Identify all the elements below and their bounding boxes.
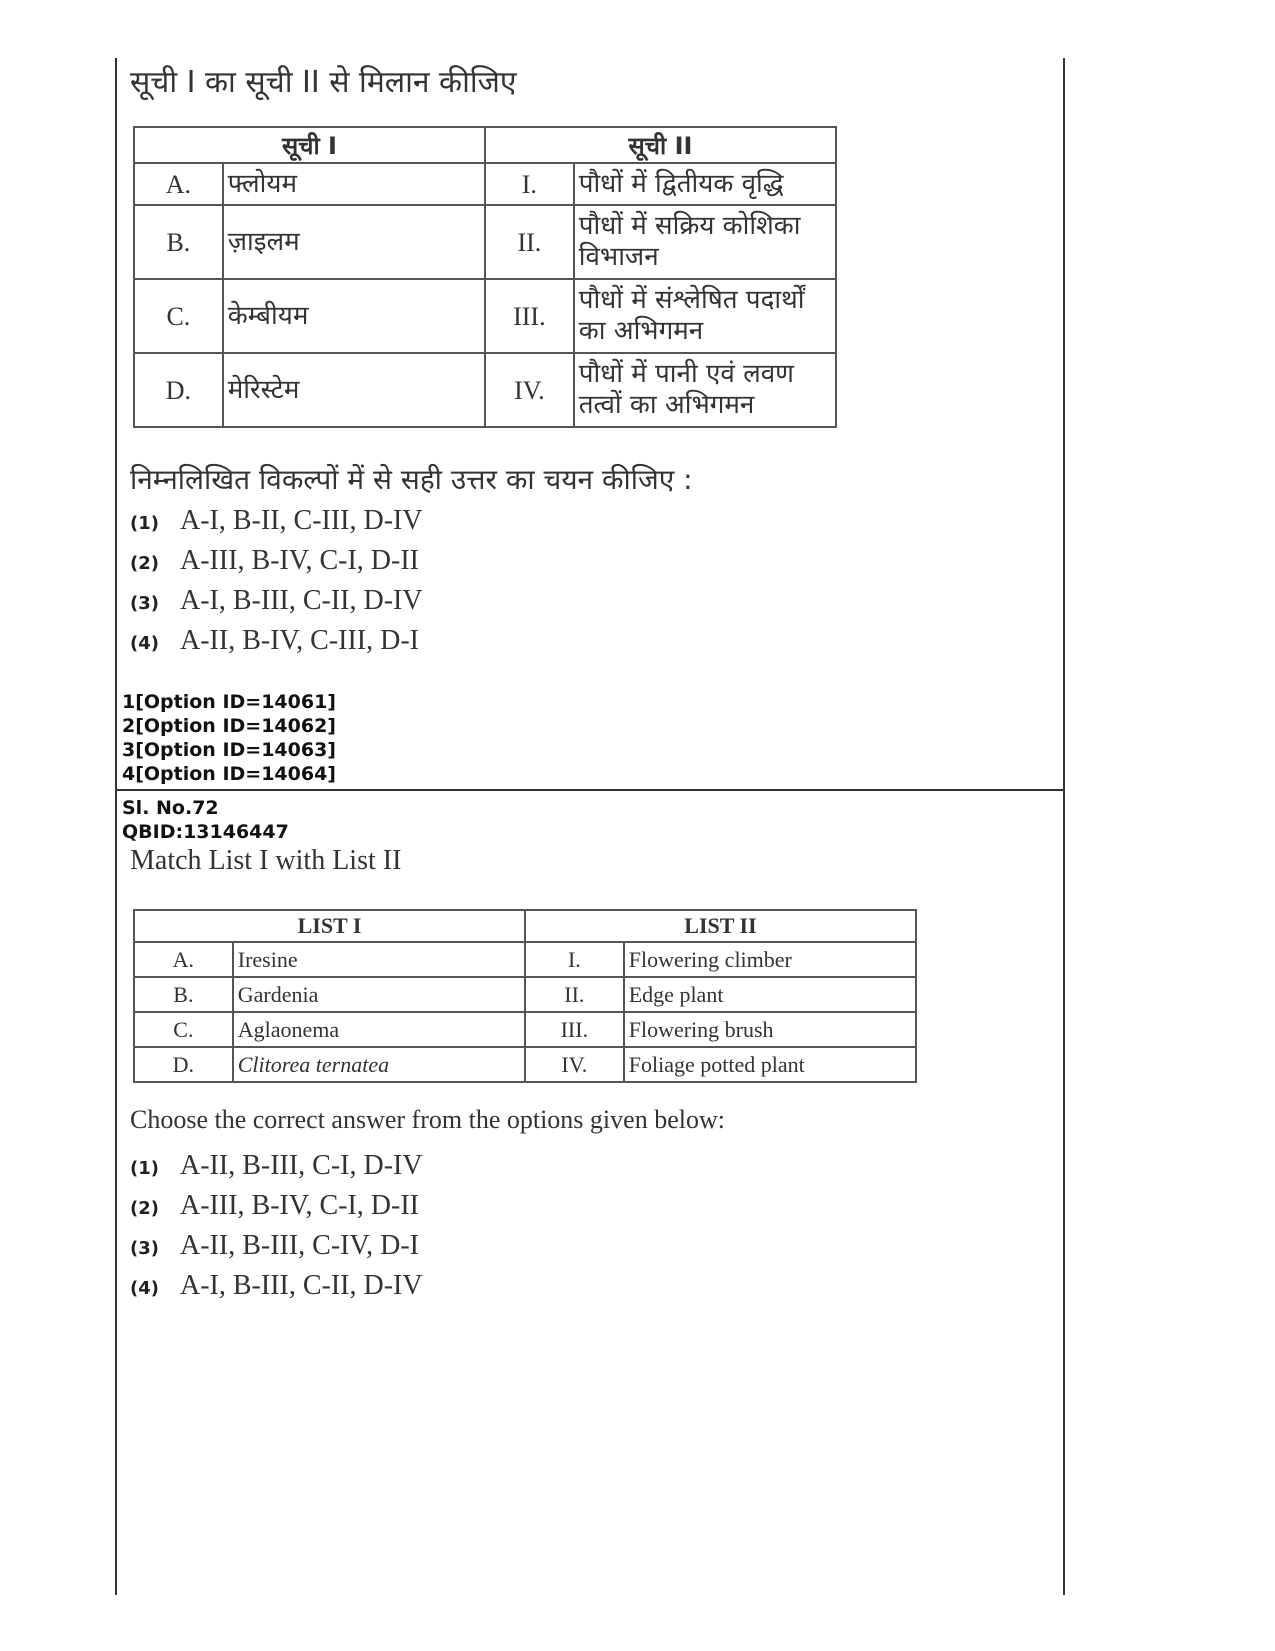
list2-item: पौधों में संश्लेषित पदार्थों का अभिगमन (574, 279, 836, 353)
list1-item: Clitorea ternatea (233, 1047, 525, 1082)
list2-item: Flowering climber (624, 942, 916, 977)
left-border (115, 58, 117, 1595)
row-letter: C. (134, 279, 223, 353)
right-border (1063, 58, 1065, 1595)
list2-item: पौधों में द्वितीयक वृद्धि (574, 163, 836, 205)
option-text: A-I, B-III, C-II, D-IV (180, 585, 423, 616)
option-1 (130, 1150, 423, 1182)
option-number: (3) (130, 1238, 159, 1259)
option-1 (130, 505, 423, 537)
row-numeral: I. (485, 163, 574, 205)
hindi-instruction: निम्नलिखित विकल्पों में से सही उत्तर का चयन कीजिए : (130, 463, 693, 496)
question-meta (122, 796, 289, 844)
option-text: A-II, B-III, C-IV, D-I (180, 1230, 419, 1261)
option-number: (4) (130, 633, 159, 654)
option-text: A-II, B-IV, C-III, D-I (180, 625, 419, 656)
hindi-question-heading: सूची I का सूची II से मिलान कीजिए (130, 65, 517, 100)
option-id: 3[Option ID=14063] (122, 739, 336, 761)
table-row (134, 279, 836, 353)
row-numeral: IV. (525, 1047, 624, 1082)
option-id-list (122, 690, 336, 786)
table-row (134, 1047, 916, 1082)
list2-header: LIST II (525, 910, 916, 942)
table-row (134, 205, 836, 279)
row-numeral: II. (525, 977, 624, 1012)
question-bank-id: QBID:13146447 (122, 821, 289, 843)
option-text: A-III, B-IV, C-I, D-II (180, 1190, 419, 1221)
list2-item: Flowering brush (624, 1012, 916, 1047)
option-number: (1) (130, 1158, 159, 1179)
option-2 (130, 545, 419, 577)
english-instruction: Choose the correct answer from the options given below: (130, 1105, 725, 1134)
english-question-heading: Match List I with List II (130, 845, 402, 876)
list1-header: सूची I (134, 127, 485, 163)
serial-number: Sl. No.72 (122, 797, 219, 819)
option-4 (130, 1270, 423, 1302)
option-3 (130, 585, 423, 617)
list2-item: पौधों में सक्रिय कोशिका विभाजन (574, 205, 836, 279)
row-letter: A. (134, 942, 233, 977)
list2-item: Edge plant (624, 977, 916, 1012)
list2-item: पौधों में पानी एवं लवण तत्वों का अभिगमन (574, 353, 836, 427)
english-match-table (133, 909, 917, 1083)
option-2 (130, 1190, 419, 1222)
table-row (134, 353, 836, 427)
list1-item: मेरिस्टेम (223, 353, 485, 427)
option-text: A-III, B-IV, C-I, D-II (180, 545, 419, 576)
option-3 (130, 1230, 419, 1262)
table-header-row (134, 910, 916, 942)
option-number: (3) (130, 593, 159, 614)
hindi-match-table (133, 126, 837, 428)
list1-item: Aglaonema (233, 1012, 525, 1047)
row-numeral: I. (525, 942, 624, 977)
row-numeral: III. (485, 279, 574, 353)
table-header-row (134, 127, 836, 163)
row-numeral: II. (485, 205, 574, 279)
row-letter: D. (134, 1047, 233, 1082)
list1-item: ज़ाइलम (223, 205, 485, 279)
list2-header: सूची II (485, 127, 836, 163)
row-letter: D. (134, 353, 223, 427)
option-text: A-I, B-II, C-III, D-IV (180, 505, 423, 536)
option-number: (2) (130, 553, 159, 574)
option-text: A-I, B-III, C-II, D-IV (180, 1270, 423, 1301)
option-id: 2[Option ID=14062] (122, 715, 336, 737)
row-numeral: III. (525, 1012, 624, 1047)
table-row (134, 163, 836, 205)
option-4 (130, 625, 419, 657)
table-row (134, 942, 916, 977)
row-letter: B. (134, 977, 233, 1012)
list1-header: LIST I (134, 910, 525, 942)
row-letter: B. (134, 205, 223, 279)
option-id: 1[Option ID=14061] (122, 691, 336, 713)
row-letter: C. (134, 1012, 233, 1047)
option-number: (4) (130, 1278, 159, 1299)
list1-item: केम्बीयम (223, 279, 485, 353)
table-row (134, 1012, 916, 1047)
list2-item: Foliage potted plant (624, 1047, 916, 1082)
list1-item: Gardenia (233, 977, 525, 1012)
row-numeral: IV. (485, 353, 574, 427)
table-row (134, 977, 916, 1012)
option-id: 4[Option ID=14064] (122, 763, 336, 785)
list1-item: फ्लोयम (223, 163, 485, 205)
option-number: (1) (130, 513, 159, 534)
option-text: A-II, B-III, C-I, D-IV (180, 1150, 423, 1181)
question-divider (115, 789, 1065, 791)
option-number: (2) (130, 1198, 159, 1219)
list1-item: Iresine (233, 942, 525, 977)
row-letter: A. (134, 163, 223, 205)
